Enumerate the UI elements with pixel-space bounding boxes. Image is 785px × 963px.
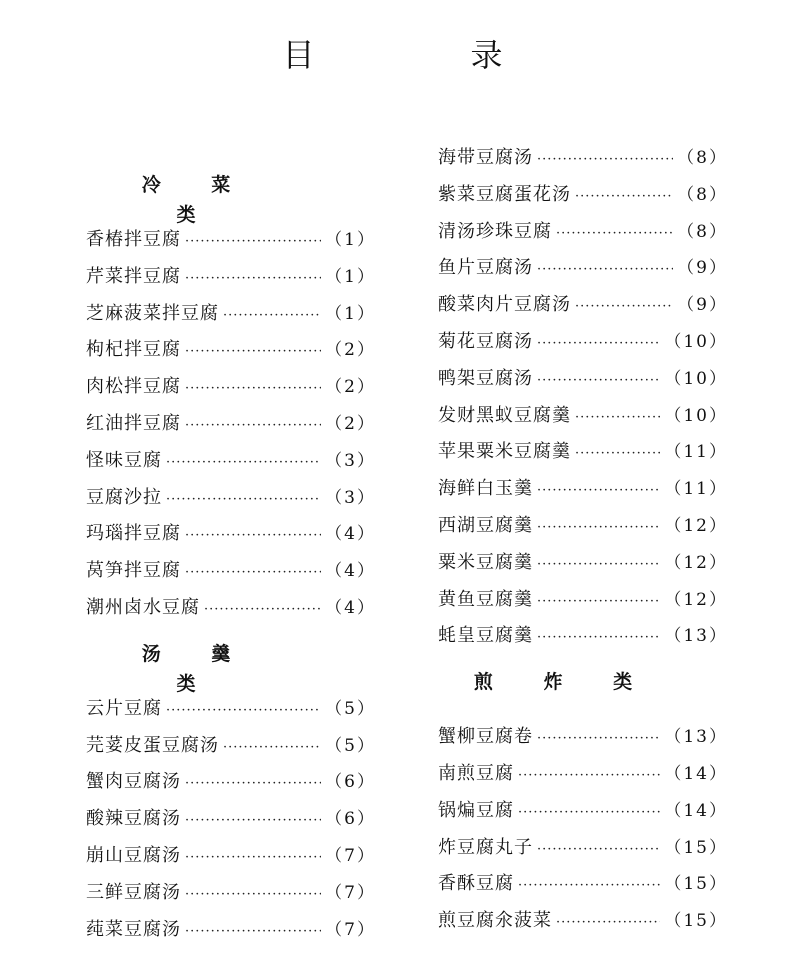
toc-entry [86, 516, 376, 553]
toc-entry-page-number: （9） [677, 258, 728, 279]
toc-entry-title: 发财黑蚁豆腐羹 [438, 404, 571, 426]
toc-entry-title: 鸭架豆腐汤 [438, 367, 533, 389]
dot-leader [537, 142, 673, 179]
toc-entry [438, 830, 728, 867]
toc-entry-page-number: （7） [325, 919, 376, 940]
toc-entry-title: 潮州卤水豆腐 [86, 596, 200, 618]
dot-leader [575, 179, 673, 216]
toc-entry-title: 豆腐沙拉 [86, 486, 162, 508]
toc-entry-page-number: （9） [677, 295, 728, 316]
toc-entry-title: 鱼片豆腐汤 [438, 257, 533, 279]
toc-entry [438, 618, 728, 655]
toc-entry [86, 480, 376, 517]
toc-entry-page-number: （12） [664, 589, 728, 610]
toc-entry [86, 801, 376, 838]
dot-leader [185, 224, 321, 261]
toc-entry-title: 海鲜白玉羹 [438, 478, 533, 500]
toc-entry-page-number: （12） [664, 552, 728, 573]
toc-entry-title: 香酥豆腐 [438, 873, 514, 895]
toc-entry-page-number: （4） [325, 524, 376, 545]
dot-leader [518, 795, 660, 832]
toc-entry-page-number: （14） [664, 800, 728, 821]
toc-entry [438, 398, 728, 435]
toc-entry-title: 蚝皇豆腐羹 [438, 625, 533, 647]
dot-leader [537, 547, 660, 584]
toc-entry-title: 酸辣豆腐汤 [86, 808, 181, 830]
dot-leader [575, 436, 660, 473]
toc-entry [86, 691, 376, 728]
soups-list [86, 691, 376, 949]
toc-entry-title: 莴笋拌豆腐 [86, 560, 181, 582]
toc-entry [86, 553, 376, 590]
dot-leader [166, 445, 321, 482]
toc-entry-title: 枸杞拌豆腐 [86, 339, 181, 361]
toc-entry-title: 菊花豆腐汤 [438, 330, 533, 352]
toc-entry [438, 140, 728, 177]
dot-leader [537, 721, 660, 758]
toc-entry-page-number: （10） [664, 405, 728, 426]
dot-leader [185, 766, 321, 803]
toc-entry-title: 酸菜肉片豆腐汤 [438, 294, 571, 316]
toc-entry-page-number: （7） [325, 845, 376, 866]
toc-entry-title: 玛瑙拌豆腐 [86, 523, 181, 545]
toc-entry-title: 芝麻菠菜拌豆腐 [86, 302, 219, 324]
toc-entry-page-number: （2） [325, 377, 376, 398]
dot-leader [537, 584, 660, 621]
toc-entry-title: 崩山豆腐汤 [86, 844, 181, 866]
toc-entry-page-number: （8） [677, 148, 728, 168]
toc-entry [86, 332, 376, 369]
toc-entry-page-number: （14） [664, 763, 728, 784]
dot-leader [518, 758, 660, 795]
toc-entry-page-number: （11） [664, 479, 728, 500]
toc-entry-title: 三鲜豆腐汤 [86, 881, 181, 903]
toc-entry-page-number: （6） [325, 772, 376, 793]
toc-entry-title: 红油拌豆腐 [86, 412, 181, 434]
toc-entry [438, 756, 728, 793]
dot-leader [185, 840, 321, 877]
toc-entry-title: 莼菜豆腐汤 [86, 918, 181, 940]
dot-leader [166, 482, 321, 519]
toc-entry [438, 866, 728, 903]
toc-entry [438, 361, 728, 398]
dot-leader [537, 326, 660, 363]
toc-entry-title: 芫荽皮蛋豆腐汤 [86, 734, 219, 756]
toc-entry-page-number: （5） [325, 735, 376, 756]
toc-entry-page-number: （4） [325, 597, 376, 618]
toc-entry-page-number: （3） [325, 487, 376, 508]
dot-leader [537, 620, 660, 657]
toc-entry-page-number: （2） [325, 413, 376, 434]
dot-leader [537, 473, 660, 510]
toc-entry [438, 508, 728, 545]
toc-entry [438, 582, 728, 619]
dot-leader [518, 868, 660, 905]
dot-leader [537, 832, 660, 869]
toc-entry-page-number: （15） [664, 837, 728, 858]
dot-leader [204, 592, 321, 629]
dot-leader [556, 216, 673, 253]
toc-entry-title: 海带豆腐汤 [438, 147, 533, 168]
spacer [86, 200, 376, 222]
dot-leader [185, 914, 321, 951]
toc-entry-page-number: （15） [664, 874, 728, 895]
dot-leader [537, 363, 660, 400]
toc-entry-page-number: （11） [664, 442, 728, 463]
toc-entry [86, 728, 376, 765]
toc-entry-title: 云片豆腐 [86, 697, 162, 719]
dot-leader [223, 730, 321, 767]
toc-entry-title: 炸豆腐丸子 [438, 836, 533, 858]
toc-entry [438, 903, 728, 940]
toc-entry [86, 875, 376, 912]
toc-entry-title: 肉松拌豆腐 [86, 376, 181, 398]
toc-entry-title: 芹菜拌豆腐 [86, 265, 181, 287]
toc-entry-page-number: （2） [325, 340, 376, 361]
toc-entry-page-number: （6） [325, 809, 376, 830]
dot-leader [185, 877, 321, 914]
toc-entry [86, 296, 376, 333]
toc-entry [438, 287, 728, 324]
toc-entry-page-number: （13） [664, 727, 728, 748]
dot-leader [185, 518, 321, 555]
dot-leader [185, 334, 321, 371]
toc-entry [438, 214, 728, 251]
dot-leader [556, 905, 660, 942]
toc-entry-page-number: （1） [325, 230, 376, 250]
toc-entry [86, 369, 376, 406]
dot-leader [185, 261, 321, 298]
toc-entry-title: 清汤珍珠豆腐 [438, 220, 552, 242]
toc-entry [438, 471, 728, 508]
left-column [86, 170, 376, 948]
toc-entry-title: 粟米豆腐羹 [438, 551, 533, 573]
toc-entry-title: 西湖豆腐羹 [438, 514, 533, 536]
toc-entry-page-number: （1） [325, 266, 376, 287]
toc-entry [86, 838, 376, 875]
toc-entry-title: 煎豆腐氽菠菜 [438, 910, 552, 932]
dot-leader [223, 298, 321, 335]
toc-entry-title: 怪味豆腐 [86, 449, 162, 471]
toc-entry [438, 434, 728, 471]
toc-entry [86, 443, 376, 480]
soups-continued-list [438, 140, 728, 655]
toc-entry-page-number: （8） [677, 184, 728, 205]
dot-leader [575, 289, 673, 326]
toc-entry [438, 324, 728, 361]
toc-entry [86, 259, 376, 296]
section-heading-fried-dishes: 煎 炸 类 [473, 671, 655, 694]
spacer [86, 669, 376, 691]
section-heading-cold-dishes: 冷 菜 类 [141, 174, 253, 226]
toc-entry-title: 紫菜豆腐蛋花汤 [438, 183, 571, 205]
toc-entry-page-number: （3） [325, 450, 376, 471]
toc-entry-page-number: （13） [664, 626, 728, 647]
dot-leader [537, 510, 660, 547]
toc-entry-page-number: （5） [325, 698, 376, 719]
dot-leader [185, 408, 321, 445]
toc-entry [438, 250, 728, 287]
toc-entry-page-number: （4） [325, 561, 376, 582]
toc-entry [86, 912, 376, 949]
toc-entry-page-number: （1） [325, 303, 376, 324]
toc-entry-page-number: （8） [677, 221, 728, 242]
toc-entry-title: 锅煸豆腐 [438, 799, 514, 821]
toc-entry-page-number: （10） [664, 368, 728, 389]
dot-leader [575, 400, 660, 437]
dot-leader [185, 371, 321, 408]
toc-entry-page-number: （15） [664, 911, 728, 932]
toc-entry-page-number: （10） [664, 331, 728, 352]
toc-entry [438, 793, 728, 830]
right-column [438, 140, 728, 940]
toc-entry-title: 黄鱼豆腐羹 [438, 588, 533, 610]
section-heading-soups: 汤 羹 类 [141, 642, 253, 695]
toc-entry [86, 590, 376, 627]
spacer [438, 697, 728, 719]
toc-entry [438, 177, 728, 214]
toc-entry [438, 545, 728, 582]
toc-entry-page-number: （7） [325, 882, 376, 903]
toc-entry-page-number: （12） [664, 515, 728, 536]
toc-entry-title: 蟹柳豆腐卷 [438, 726, 533, 748]
dot-leader [537, 252, 673, 289]
fried-dishes-list [438, 719, 728, 940]
toc-entry [86, 764, 376, 801]
dot-leader [166, 693, 321, 730]
toc-entry-title: 蟹肉豆腐汤 [86, 771, 181, 793]
page-title: 目 录 [282, 36, 565, 74]
toc-entry [86, 406, 376, 443]
toc-entry-title: 香椿拌豆腐 [86, 229, 181, 250]
cold-dishes-list [86, 222, 376, 627]
toc-entry-title: 苹果粟米豆腐羹 [438, 441, 571, 463]
dot-leader [185, 555, 321, 592]
dot-leader [185, 803, 321, 840]
toc-entry [86, 222, 376, 259]
toc-entry [438, 719, 728, 756]
toc-entry-title: 南煎豆腐 [438, 762, 514, 784]
